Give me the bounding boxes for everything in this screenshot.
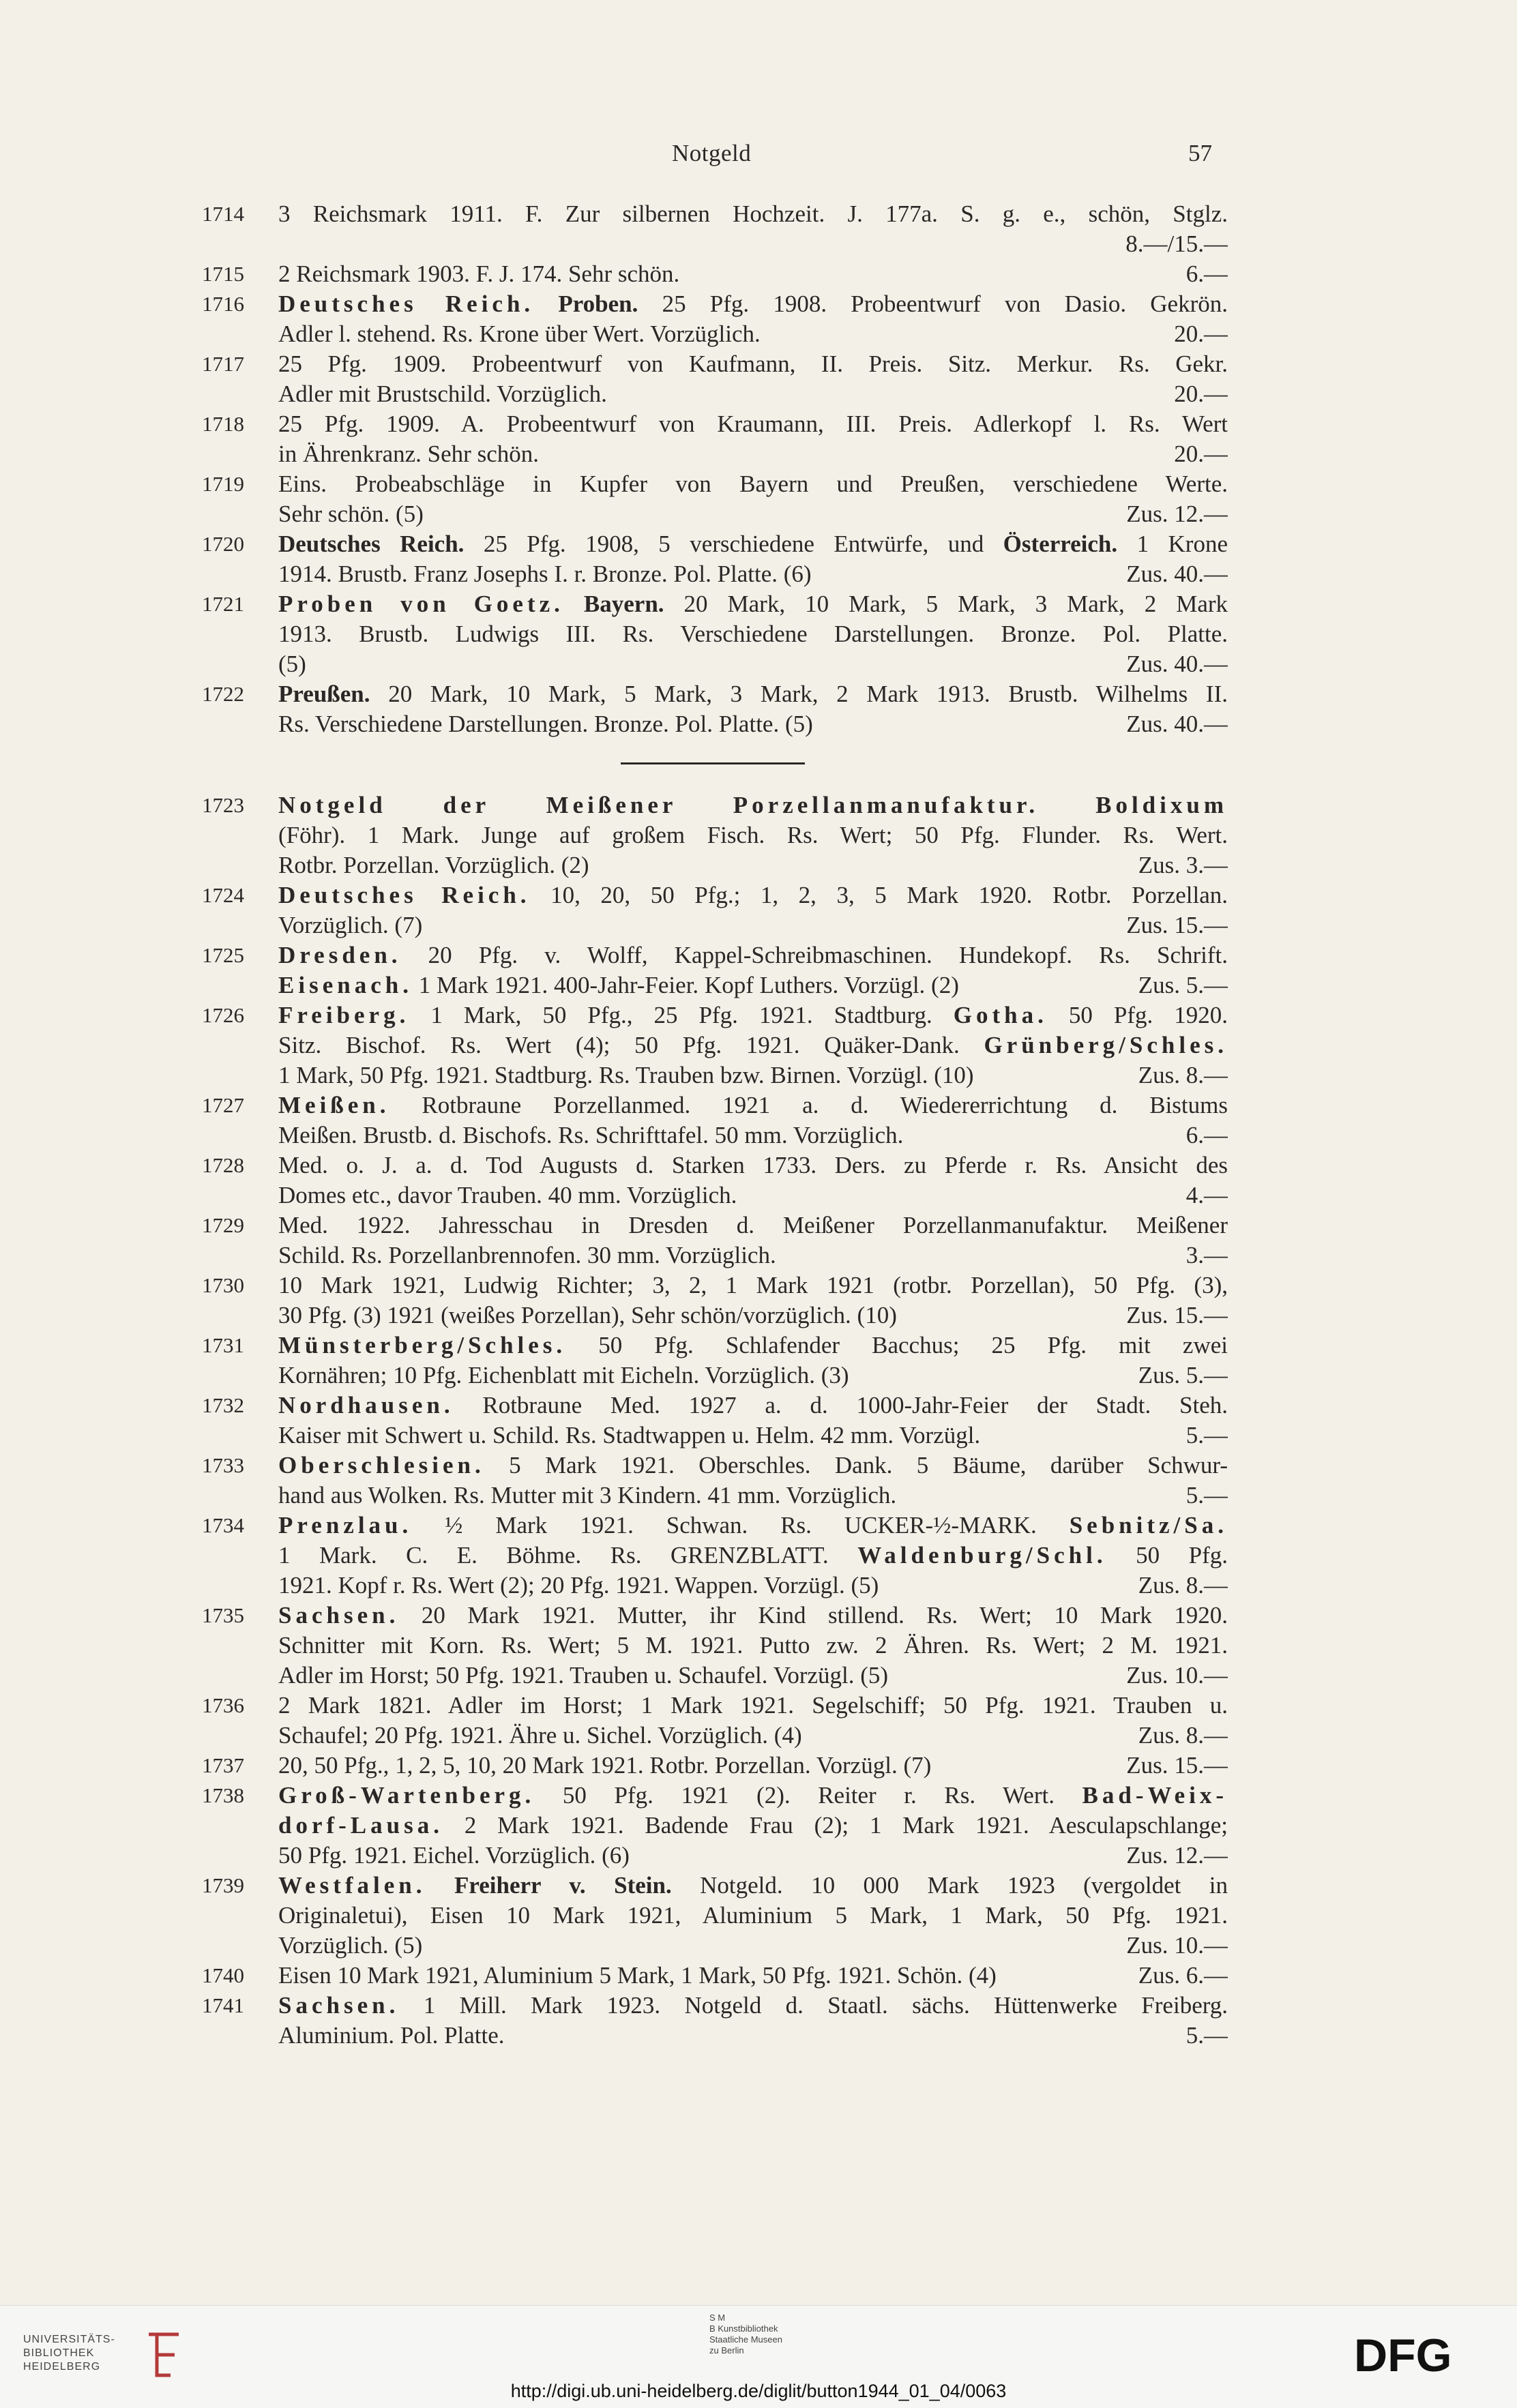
entry-text	[534, 291, 558, 317]
price: Zus. 8.—	[1138, 1572, 1228, 1599]
entry-line	[278, 1210, 1228, 1240]
entry-text: 20 Mark, 10 Mark, 5 Mark, 3 Mark, 2 Mark	[664, 591, 1228, 617]
entry-text: 50 Pfg. 1921 (2). Reiter r. Rs. Wert.	[535, 1782, 1082, 1809]
entry-line	[278, 229, 1228, 259]
entry-text: 50 Pfg.	[1106, 1542, 1228, 1569]
catalog-entry	[191, 1210, 1228, 1270]
lot-number: 1729	[202, 1213, 244, 1237]
catalog-entry	[191, 1090, 1228, 1150]
entry-line	[278, 1331, 1228, 1361]
entry-text: 25 Pfg. 1909. Probeentwurf von Kaufmann, II. Preis. Sitz. Merkur. Rs. Gekr.	[278, 351, 1228, 377]
catalog-entry	[191, 469, 1228, 529]
kb-line: S M	[709, 2313, 726, 2323]
price: Zus. 8.—	[1138, 1722, 1228, 1749]
entry-line	[278, 1541, 1228, 1571]
entry-line	[278, 709, 1228, 739]
entry-line	[278, 319, 1228, 349]
entry-line	[278, 1270, 1228, 1300]
catalog-entries	[191, 199, 1228, 2051]
price: Zus. 40.—	[1126, 651, 1228, 677]
price: 5.—	[1185, 1422, 1228, 1448]
lot-number: 1720	[202, 532, 244, 556]
entry-line	[278, 289, 1228, 319]
entry-line	[278, 1991, 1228, 2021]
entry-line	[278, 970, 1228, 1000]
kb-line: Staatliche Museen	[709, 2334, 782, 2345]
catalog-entry	[191, 679, 1228, 739]
entry-line	[278, 1571, 1228, 1601]
catalog-entry	[191, 259, 1228, 289]
kb-line: zu Berlin	[709, 2345, 744, 2355]
entry-text: Schaufel; 20 Pfg. 1921. Ähre u. Sichel. Vorzüglich. (4)	[278, 1722, 802, 1749]
entry-line	[278, 1631, 1228, 1661]
price: 20.—	[1174, 321, 1228, 347]
lot-number: 1723	[202, 793, 244, 817]
entry-line	[278, 1781, 1228, 1811]
entry-text: Rotbraune Med. 1927 a. d. 1000-Jahr-Feier der Stadt. Steh.	[454, 1392, 1228, 1418]
lot-number: 1721	[202, 592, 244, 616]
lot-number: 1726	[202, 1003, 244, 1027]
entry-text: 25 Pfg. 1908, 5 verschiedene Entwürfe, und	[464, 531, 1003, 557]
price: Zus. 8.—	[1138, 1062, 1228, 1088]
entry-text: 2 Mark 1821. Adler im Horst; 1 Mark 1921. Segelschiff; 50 Pfg. 1921. Trauben u.	[278, 1692, 1228, 1719]
catalog-entry	[191, 1961, 1228, 1991]
entry-line	[278, 589, 1228, 619]
lot-number: 1734	[202, 1513, 244, 1537]
entry-line	[278, 529, 1228, 559]
catalog-entry	[191, 940, 1228, 1000]
entry-text: 1913. Brustb. Ludwigs III. Rs. Verschiedene Darstellungen. Bronze. Pol. Platte.	[278, 621, 1228, 647]
entry-line	[278, 349, 1228, 379]
entry-line	[278, 559, 1228, 589]
entry-line	[278, 379, 1228, 409]
kb-line: B Kunstbibliothek	[709, 2323, 778, 2334]
price: 6.—	[1185, 1122, 1228, 1148]
price: Zus. 3.—	[1138, 852, 1228, 878]
entry-text: 20, 50 Pfg., 1, 2, 5, 10, 20 Mark 1921. Rotbr. Porzellan. Vorzügl. (7)	[278, 1752, 932, 1779]
lot-number: 1725	[202, 943, 244, 967]
entry-line	[278, 1661, 1228, 1691]
running-head	[0, 140, 1517, 181]
entry-line	[278, 1931, 1228, 1961]
emphasized-text: Freiberg.	[278, 1002, 410, 1028]
price: 6.—	[1185, 261, 1228, 287]
emphasized-text: Nordhausen.	[278, 1392, 454, 1418]
entry-text: hand aus Wolken. Rs. Mutter mit 3 Kindern. 41 mm. Vorzüglich.	[278, 1482, 897, 1508]
entry-text: Meißen. Brustb. d. Bischofs. Rs. Schrifttafel. 50 mm. Vorzüglich.	[278, 1122, 904, 1148]
catalog-entry	[191, 880, 1228, 940]
price: Zus. 5.—	[1138, 1362, 1228, 1388]
entry-text: Aluminium. Pol. Platte.	[278, 2022, 505, 2049]
emphasized-text: Bayern.	[583, 591, 664, 617]
entry-line	[278, 1361, 1228, 1391]
dfg-logo-text: DFG	[1354, 2332, 1452, 2377]
entry-text: 20 Mark 1921. Mutter, ihr Kind stillend. Rs. Wert; 10 Mark 1920.	[399, 1602, 1228, 1629]
entry-line	[278, 820, 1228, 850]
entries-top-section	[191, 199, 1228, 739]
university-line: UNIVERSITÄTS-	[23, 2334, 115, 2345]
entry-line	[278, 469, 1228, 499]
entry-text: Adler l. stehend. Rs. Krone über Wert. Vorzüglich.	[278, 321, 761, 347]
emphasized-text: Sachsen.	[278, 1602, 400, 1629]
entry-line	[278, 1811, 1228, 1841]
lot-number: 1739	[202, 1873, 244, 1897]
entry-line	[278, 1421, 1228, 1451]
emphasized-text: Deutsches Reich.	[278, 882, 531, 908]
entry-text: Vorzüglich. (7)	[278, 912, 423, 938]
price: 3.—	[1185, 1242, 1228, 1268]
entry-text: 20 Pfg. v. Wolff, Kappel-Schreibmaschinen. Hundekopf. Rs. Schrift.	[401, 942, 1228, 968]
entry-line	[278, 1150, 1228, 1180]
entry-text: Adler mit Brustschild. Vorzüglich.	[278, 381, 607, 407]
emphasized-text: Proben von Goetz.	[278, 591, 564, 617]
entry-text: Kaiser mit Schwert u. Schild. Rs. Stadtwappen u. Helm. 42 mm. Vorzügl.	[278, 1422, 981, 1448]
emphasized-text: Notgeld der Meißener Porzellanmanufaktur. Boldixum	[278, 792, 1228, 818]
price: Zus. 40.—	[1126, 711, 1228, 737]
lot-number: 1728	[202, 1153, 244, 1177]
entry-text: 50 Pfg. 1921. Eichel. Vorzüglich. (6)	[278, 1842, 630, 1869]
catalog-entry	[191, 1451, 1228, 1511]
entry-line	[278, 1240, 1228, 1270]
catalog-entry	[191, 790, 1228, 880]
emphasized-text: Sachsen.	[278, 1992, 400, 2019]
entry-text: Rs. Verschiedene Darstellungen. Bronze. Pol. Platte. (5)	[278, 711, 813, 737]
entry-line	[278, 1090, 1228, 1120]
entry-line	[278, 1000, 1228, 1030]
viewer-footer	[0, 2305, 1517, 2408]
entry-text: 25 Pfg. 1908. Probeentwurf von Dasio. Gekrön.	[638, 291, 1228, 317]
entry-line	[278, 1120, 1228, 1150]
lot-number: 1732	[202, 1393, 244, 1417]
entry-line	[278, 1691, 1228, 1721]
price: Zus. 10.—	[1126, 1932, 1228, 1959]
entry-text: Domes etc., davor Trauben. 40 mm. Vorzüglich.	[278, 1182, 737, 1208]
lot-number: 1719	[202, 472, 244, 496]
entry-line	[278, 1451, 1228, 1481]
entry-line	[278, 1060, 1228, 1090]
emphasized-text: Oberschlesien.	[278, 1452, 485, 1478]
lot-number: 1735	[202, 1603, 244, 1627]
entry-line	[278, 2021, 1228, 2051]
entry-text: ½ Mark 1921. Schwan. Rs. UCKER-½-MARK.	[412, 1512, 1070, 1539]
price: Zus. 10.—	[1126, 1662, 1228, 1689]
catalog-entry	[191, 409, 1228, 469]
entry-text: Eisen 10 Mark 1921, Aluminium 5 Mark, 1 Mark, 50 Pfg. 1921. Schön. (4)	[278, 1962, 997, 1989]
lot-number: 1731	[202, 1333, 244, 1357]
entry-line	[278, 1901, 1228, 1931]
university-line: BIBLIOTHEK	[23, 2347, 95, 2359]
entry-text: 10 Mark 1921, Ludwig Richter; 3, 2, 1 Mark 1921 (rotbr. Porzellan), 50 Pfg. (3),	[278, 1272, 1228, 1298]
entry-line	[278, 940, 1228, 970]
entry-text: 20 Mark, 10 Mark, 5 Mark, 3 Mark, 2 Mark 1913. Brustb. Wilhelms II.	[370, 681, 1228, 707]
entry-text: 50 Pfg. Schlafender Bacchus; 25 Pfg. mit zwei	[566, 1332, 1228, 1358]
emphasized-text: Dresden.	[278, 942, 402, 968]
entry-text: Eins. Probeabschläge in Kupfer von Bayern und Preußen, verschiedene Werte.	[278, 471, 1228, 497]
emphasized-text: Deutsches Reich.	[278, 291, 535, 317]
entry-line	[278, 619, 1228, 649]
entry-text: 2 Reichsmark 1903. F. J. 174. Sehr schön.	[278, 261, 680, 287]
price: 4.—	[1185, 1182, 1228, 1208]
university-library-logo[interactable]	[23, 2333, 115, 2374]
emphasized-text: Deutsches Reich.	[278, 531, 465, 557]
emphasized-text: Preußen.	[278, 681, 370, 707]
entry-line	[278, 439, 1228, 469]
page-number: 57	[1188, 140, 1212, 166]
entry-text: (5)	[278, 651, 306, 677]
emphasized-text: dorf-Lausa.	[278, 1812, 443, 1839]
entry-text: 50 Pfg. 1920.	[1047, 1002, 1228, 1028]
price: Zus. 6.—	[1138, 1962, 1228, 1989]
entry-text: (Föhr). 1 Mark. Junge auf großem Fisch. Rs. Wert; 50 Pfg. Flunder. Rs. Wert.	[278, 822, 1228, 848]
catalog-entry	[191, 1511, 1228, 1601]
lot-number: 1738	[202, 1783, 244, 1807]
catalog-entry	[191, 289, 1228, 349]
price: 5.—	[1185, 2022, 1228, 2049]
entry-line	[278, 1180, 1228, 1210]
entry-text: 25 Pfg. 1909. A. Probeentwurf von Kraumann, III. Preis. Adlerkopf l. Rs. Wert	[278, 411, 1228, 437]
entry-text	[426, 1872, 454, 1899]
price: 20.—	[1174, 441, 1228, 467]
entry-line	[278, 1841, 1228, 1871]
emphasized-text: Freiherr v. Stein.	[454, 1872, 672, 1899]
price: Zus. 15.—	[1126, 1752, 1228, 1779]
entry-text: Schnitter mit Korn. Rs. Wert; 5 M. 1921. Putto zw. 2 Ähren. Rs. Wert; 2 M. 1921.	[278, 1632, 1228, 1659]
entry-line	[278, 880, 1228, 910]
catalog-entry	[191, 1391, 1228, 1451]
emphasized-text: Gotha.	[953, 1002, 1048, 1028]
lot-number: 1724	[202, 883, 244, 907]
catalog-entry	[191, 1691, 1228, 1751]
entry-line	[278, 259, 1228, 289]
permalink-link[interactable]: http://digi.ub.uni-heidelberg.de/diglit/button1944_01_04/0063	[510, 2381, 1007, 2401]
lot-number: 1727	[202, 1093, 244, 1117]
permalink[interactable]	[0, 2381, 1517, 2402]
entry-text: Schild. Rs. Porzellanbrennofen. 30 mm. Vorzüglich.	[278, 1242, 776, 1268]
lot-number: 1733	[202, 1453, 244, 1477]
lot-number: 1716	[202, 292, 244, 316]
entry-line	[278, 1751, 1228, 1781]
entry-text: 5 Mark 1921. Oberschles. Dank. 5 Bäume, darüber Schwur-	[484, 1452, 1228, 1478]
entries-bottom-section	[191, 790, 1228, 2051]
lot-number: 1737	[202, 1753, 244, 1777]
catalog-entry	[191, 1991, 1228, 2051]
entry-text: 1 Mark. C. E. Böhme. Rs. GRENZBLATT.	[278, 1542, 858, 1569]
entry-line	[278, 679, 1228, 709]
catalog-entry	[191, 1000, 1228, 1090]
lot-number: 1730	[202, 1273, 244, 1297]
price: Zus. 15.—	[1126, 912, 1228, 938]
entry-text: Rotbr. Porzellan. Vorzüglich. (2)	[278, 852, 589, 878]
entry-line	[278, 409, 1228, 439]
catalog-entry	[191, 1751, 1228, 1781]
entry-text: 1914. Brustb. Franz Josephs I. r. Bronze. Pol. Platte. (6)	[278, 561, 812, 587]
page-title: Notgeld	[672, 140, 752, 166]
entry-line	[278, 1871, 1228, 1901]
catalog-entry	[191, 1601, 1228, 1691]
entry-line	[278, 1391, 1228, 1421]
lot-number: 1741	[202, 1993, 244, 2017]
entry-text: 30 Pfg. (3) 1921 (weißes Porzellan), Sehr schön/vorzüglich. (10)	[278, 1302, 897, 1328]
emphasized-text: Proben.	[558, 291, 638, 317]
university-mark-icon	[143, 2330, 184, 2379]
lot-number: 1714	[202, 202, 244, 226]
entry-text: Rotbraune Porzellanmed. 1921 a. d. Wiedererrichtung d. Bistums	[389, 1092, 1228, 1118]
emphasized-text: Westfalen.	[278, 1872, 426, 1899]
price: Zus. 12.—	[1126, 1842, 1228, 1869]
emphasized-text: Groß-Wartenberg.	[278, 1782, 535, 1809]
catalog-entry	[191, 1150, 1228, 1210]
kunstbibliothek-logo[interactable]	[709, 2313, 782, 2356]
emphasized-text: Grünberg/Schles.	[984, 1032, 1228, 1058]
lot-number: 1715	[202, 262, 244, 286]
entry-text	[564, 591, 584, 617]
entry-text: Notgeld. 10 000 Mark 1923 (vergoldet in	[671, 1872, 1228, 1899]
entry-text: Originaletui), Eisen 10 Mark 1921, Aluminium 5 Mark, 1 Mark, 50 Pfg. 1921.	[278, 1902, 1228, 1929]
catalog-entry	[191, 1871, 1228, 1961]
entry-line	[278, 910, 1228, 940]
entry-text: Sitz. Bischof. Rs. Wert (4); 50 Pfg. 1921. Quäker-Dank.	[278, 1032, 984, 1058]
emphasized-text: Österreich.	[1003, 531, 1118, 557]
entry-line	[278, 199, 1228, 229]
entry-text: Sehr schön. (5)	[278, 501, 424, 527]
entry-line	[278, 499, 1228, 529]
entry-line	[278, 1961, 1228, 1991]
entry-line	[278, 1511, 1228, 1541]
emphasized-text: Prenzlau.	[278, 1512, 413, 1539]
lot-number: 1740	[202, 1963, 244, 1987]
entry-line	[278, 1481, 1228, 1511]
price: Zus. 15.—	[1126, 1302, 1228, 1328]
price: 20.—	[1174, 381, 1228, 407]
university-line: HEIDELBERG	[23, 2361, 101, 2373]
entry-line	[278, 1601, 1228, 1631]
lot-number: 1717	[202, 352, 244, 376]
emphasized-text: Meißen.	[278, 1092, 390, 1118]
entry-text: 1 Mark, 50 Pfg., 25 Pfg. 1921. Stadtburg.	[409, 1002, 954, 1028]
entry-text: in Ährenkranz. Sehr schön.	[278, 441, 539, 467]
lot-number: 1722	[202, 682, 244, 706]
entry-text: Vorzüglich. (5)	[278, 1932, 423, 1959]
entry-text: 1 Krone	[1117, 531, 1228, 557]
lot-number: 1736	[202, 1693, 244, 1717]
entry-line	[278, 1721, 1228, 1751]
entry-text: Med. 1922. Jahresschau in Dresden d. Meißener Porzellanmanufaktur. Meißener	[278, 1212, 1228, 1238]
entry-text: 3 Reichsmark 1911. F. Zur silbernen Hochzeit. J. 177a. S. g. e., schön, Stglz.	[278, 200, 1228, 227]
catalog-entry	[191, 1781, 1228, 1871]
emphasized-text: Eisenach.	[278, 972, 413, 998]
entry-text: 1 Mill. Mark 1923. Notgeld d. Staatl. sächs. Hüttenwerke Freiberg.	[399, 1992, 1228, 2019]
lot-number: 1718	[202, 412, 244, 436]
section-divider	[621, 762, 805, 764]
entry-text: 1 Mark, 50 Pfg. 1921. Stadtburg. Rs. Trauben bzw. Birnen. Vorzügl. (10)	[278, 1062, 974, 1088]
entry-text: Kornähren; 10 Pfg. Eichenblatt mit Eicheln. Vorzüglich. (3)	[278, 1362, 849, 1388]
entry-line	[278, 790, 1228, 820]
catalog-entry	[191, 1270, 1228, 1331]
price: 5.—	[1185, 1482, 1228, 1508]
entry-line	[278, 649, 1228, 679]
price: 8.—/15.—	[1125, 231, 1228, 257]
entry-text: Adler im Horst; 50 Pfg. 1921. Trauben u. Schaufel. Vorzügl. (5)	[278, 1662, 889, 1689]
entry-line	[278, 1030, 1228, 1060]
emphasized-text: Bad-Weix-	[1082, 1782, 1228, 1809]
catalog-entry	[191, 199, 1228, 259]
catalog-entry	[191, 1331, 1228, 1391]
catalog-entry	[191, 589, 1228, 679]
price: Zus. 12.—	[1126, 501, 1228, 527]
price: Zus. 5.—	[1138, 972, 1228, 998]
emphasized-text: Sebnitz/Sa.	[1069, 1512, 1228, 1539]
entry-text: 1921. Kopf r. Rs. Wert (2); 20 Pfg. 1921. Wappen. Vorzügl. (5)	[278, 1572, 879, 1599]
emphasized-text: Waldenburg/Schl.	[857, 1542, 1107, 1569]
dfg-logo[interactable]	[1354, 2332, 1497, 2377]
catalog-entry	[191, 529, 1228, 589]
entry-line	[278, 850, 1228, 880]
entry-text: 2 Mark 1921. Badende Frau (2); 1 Mark 1921. Aesculapschlange;	[443, 1812, 1228, 1839]
entry-text: Med. o. J. a. d. Tod Augusts d. Starken 1733. Ders. zu Pferde r. Rs. Ansicht des	[278, 1152, 1228, 1178]
catalog-entry	[191, 349, 1228, 409]
entry-text: 10, 20, 50 Pfg.; 1, 2, 3, 5 Mark 1920. Rotbr. Porzellan.	[530, 882, 1228, 908]
entry-text: 1 Mark 1921. 400-Jahr-Feier. Kopf Luthers. Vorzügl. (2)	[412, 972, 959, 998]
entry-line	[278, 1300, 1228, 1331]
emphasized-text: Münsterberg/Schles.	[278, 1332, 567, 1358]
price: Zus. 40.—	[1126, 561, 1228, 587]
